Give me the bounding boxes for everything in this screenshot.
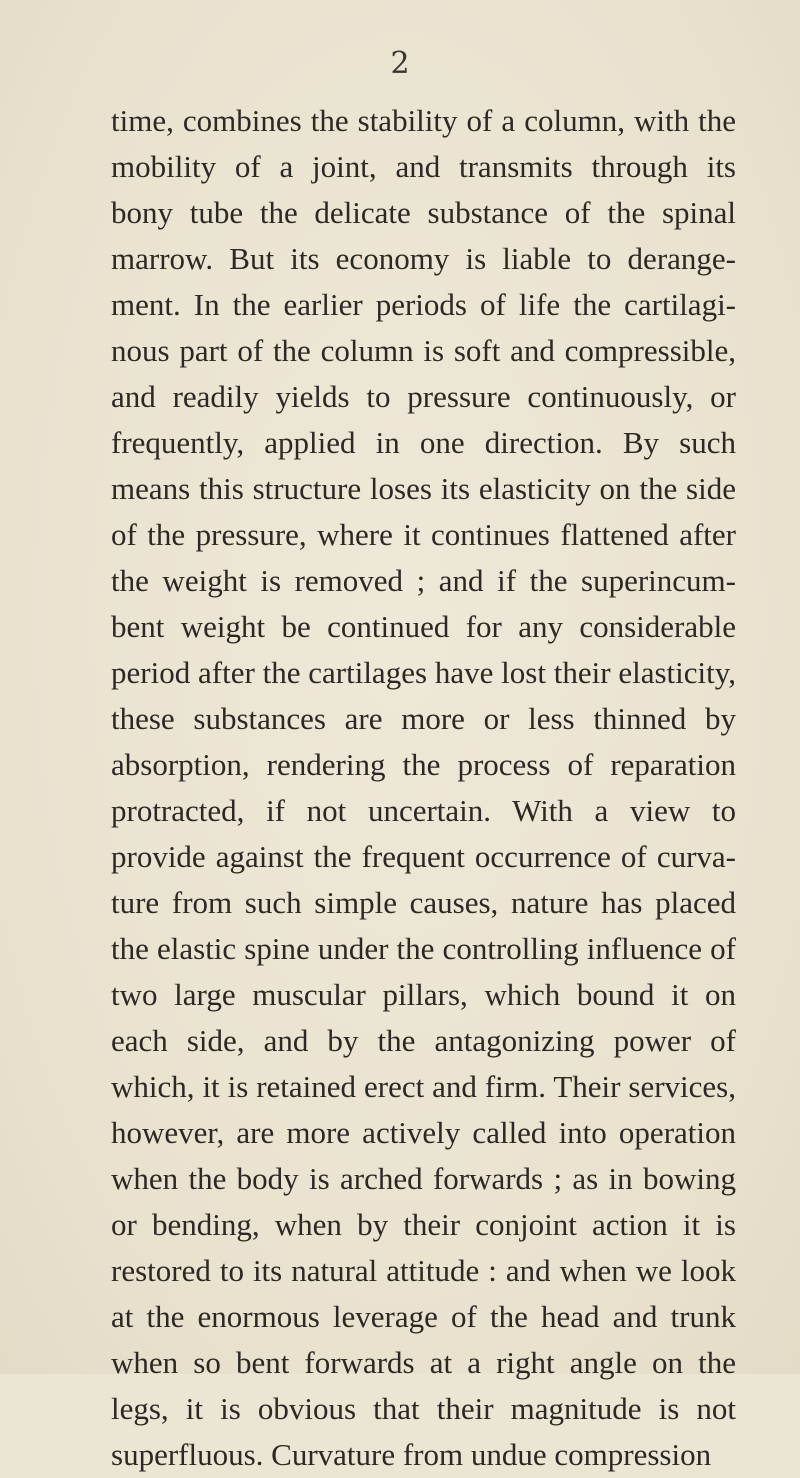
text-line: at the enormous leverage of the head and trunk [111, 1299, 736, 1334]
text-line: and readily yields to pressure continuously, or [111, 379, 736, 414]
text-line: ture from such simple causes, nature has placed [111, 885, 736, 920]
text-line: each side, and by the antagonizing power of [111, 1023, 736, 1058]
text-line: restored to its natural attitude : and when we look [111, 1253, 736, 1288]
body-text [111, 98, 736, 1478]
page-number: 2 [390, 46, 410, 81]
text-line: when the body is arched forwards ; as in bowing [111, 1161, 736, 1196]
text-line: frequently, applied in one direction. By such [111, 425, 736, 460]
text-line: bent weight be continued for any considerable [111, 609, 736, 644]
text-line: means this structure loses its elasticity on the side [111, 471, 736, 506]
text-line: two large muscular pillars, which bound it on [111, 977, 736, 1012]
text-line: mobility of a joint, and transmits through its [111, 149, 736, 184]
text-line: time, combines the stability of a column, with the [111, 103, 736, 138]
text-line: ment. In the earlier periods of life the cartilagi- [111, 287, 736, 322]
text-line: which, it is retained erect and firm. Their services, [111, 1069, 736, 1104]
text-line: provide against the frequent occurrence of curva- [111, 839, 736, 874]
text-line: protracted, if not uncertain. With a view to [111, 793, 736, 828]
text-line: the weight is removed ; and if the superincum- [111, 563, 736, 598]
text-line: of the pressure, where it continues flattened after [111, 517, 736, 552]
text-line: these substances are more or less thinned by [111, 701, 736, 736]
text-line: bony tube the delicate substance of the spinal [111, 195, 736, 230]
text-line: legs, it is obvious that their magnitude is not [111, 1391, 736, 1426]
text-line: absorption, rendering the process of reparation [111, 747, 736, 782]
text-line: period after the cartilages have lost their elasticity, [111, 655, 736, 690]
text-line: however, are more actively called into operation [111, 1115, 736, 1150]
text-line: nous part of the column is soft and compressible, [111, 333, 736, 368]
text-line: when so bent forwards at a right angle on the [111, 1345, 736, 1380]
text-line: or bending, when by their conjoint action it is [111, 1207, 736, 1242]
text-line: marrow. But its economy is liable to derange- [111, 241, 736, 276]
text-line: the elastic spine under the controlling influence of [111, 931, 736, 966]
text-line: superfluous. Curvature from undue compression [111, 1437, 712, 1472]
